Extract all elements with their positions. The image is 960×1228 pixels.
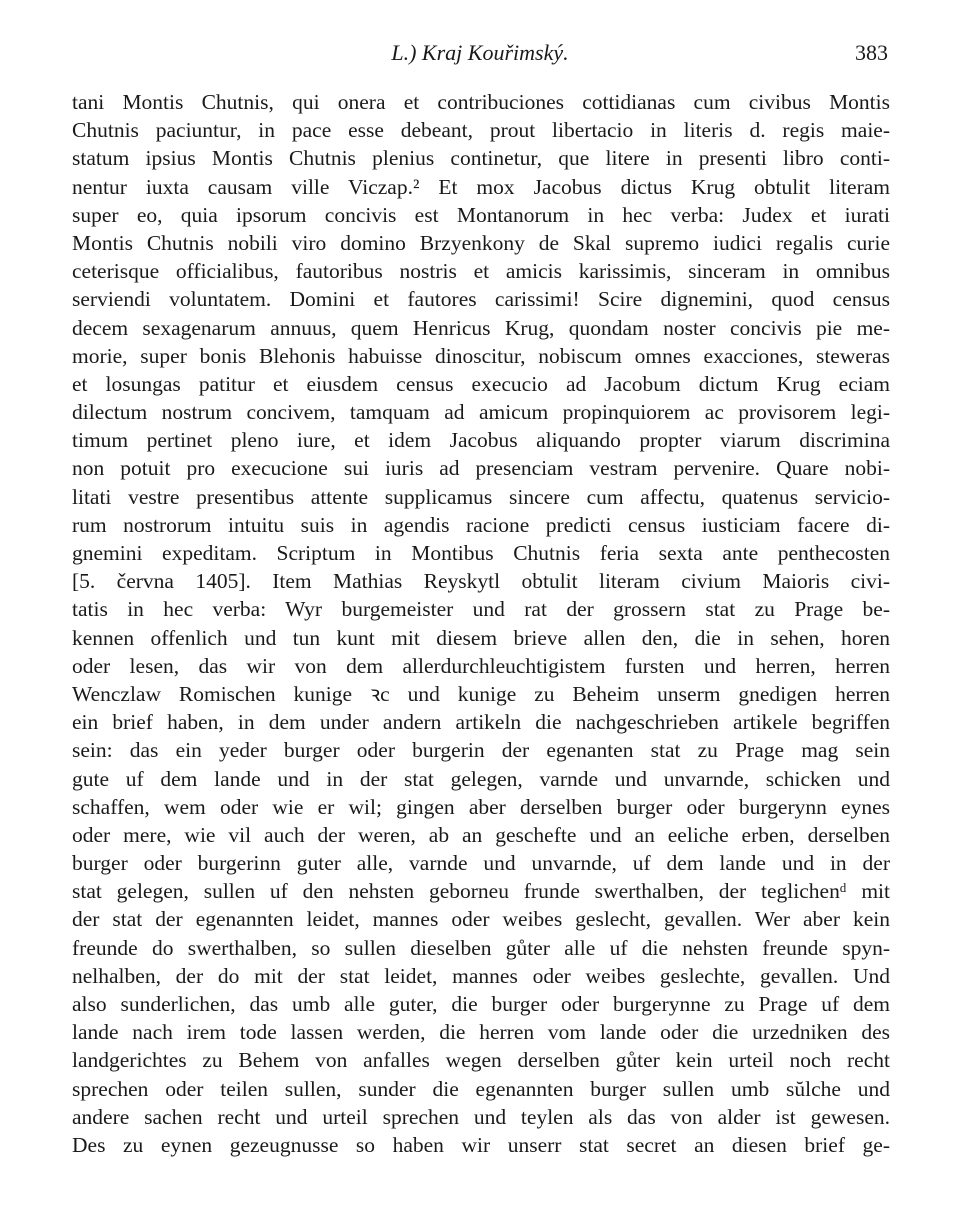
text-line: tani Montis Chutnis, qui onera et contribuciones cottidianas cum civibus Montis bbox=[72, 90, 890, 114]
text-line: nelhalben, der do mit der stat leidet, mannes oder weibes geslechte, gevallen. Und bbox=[72, 963, 890, 988]
text-line: lande nach irem tode lassen werden, die herren vom lande oder die urzedniken des bbox=[72, 1020, 890, 1045]
text-line: et losungas patitur et eiusdem census execucio ad Jacobum dictum Krug eciam bbox=[72, 371, 890, 396]
text-line: andere sachen recht und urteil sprechen und teylen als das von alder ist gewesen. bbox=[72, 1104, 890, 1129]
text-line: gnemini expeditam. Scriptum in Montibus Chutnis feria sexta ante penthecosten bbox=[72, 541, 890, 565]
text-line: Wenczlaw Romischen kunige ꝛc und kunige zu Beheim unserm gnedigen herren bbox=[72, 681, 890, 706]
text-line: dilectum nostrum concivem, tamquam ad amicum propinquiorem ac provisorem legi- bbox=[72, 400, 890, 425]
text-line: Chutnis paciuntur, in pace esse debeant, prout libertacio in literis d. regis maie- bbox=[72, 118, 890, 143]
text-line: gute uf dem lande und in der stat gelegen, varnde und unvarnde, schicken und bbox=[72, 766, 890, 791]
text-line: serviendi voluntatem. Domini et fautores carissimi! Scire dignemini, quod census bbox=[72, 287, 890, 312]
text-line: Des zu eynen gezeugnusse so haben wir unserr stat secret an diesen brief ge- bbox=[72, 1132, 890, 1157]
text-line: stat gelegen, sullen uf den nehsten geborneu frunde swerthalben, der teglichenᵈ mit bbox=[72, 879, 890, 904]
text-line: burger oder burgerinn guter alle, varnde und unvarnde, uf dem lande und in der bbox=[72, 851, 890, 876]
text-line: ein brief haben, in dem under andern artikeln die nachgeschrieben artikele begriffen bbox=[72, 710, 890, 735]
text-line: freunde do swerthalben, so sullen dieselben gůter alle uf die nehsten freunde spyn- bbox=[72, 935, 890, 960]
page-number: 383 bbox=[855, 40, 888, 65]
text-line: sprechen oder teilen sullen, sunder die egenannten burger sullen umb sŭlche und bbox=[72, 1076, 890, 1101]
text-line: decem sexagenarum annuus, quem Henricus Krug, quondam noster concivis pie me- bbox=[72, 315, 890, 340]
text-line: statum ipsius Montis Chutnis plenius continetur, que litere in presenti libro conti- bbox=[72, 146, 890, 171]
text-line: timum pertinet pleno iure, et idem Jacobus aliquando propter viarum discrimina bbox=[72, 428, 890, 453]
text-line: ceterisque officialibus, fautoribus nostris et amicis karissimis, sinceram in omnibus bbox=[72, 259, 890, 284]
text-line: nentur iuxta causam ville Viczap.² Et mox Jacobus dictus Krug obtulit literam bbox=[72, 174, 890, 199]
text-line: oder lesen, das wir von dem allerdurchleuchtigistem fursten und herren, herren bbox=[72, 653, 890, 678]
running-head: L.) Kraj Kouřimský. bbox=[391, 40, 569, 65]
body-text bbox=[72, 88, 890, 1159]
text-line: also sunderlichen, das umb alle guter, die burger oder burgerynne zu Prage uf dem bbox=[72, 992, 890, 1016]
page-header bbox=[0, 40, 960, 72]
text-line: litati vestre presentibus attente supplicamus sincere cum affectu, quatenus servicio- bbox=[72, 484, 890, 509]
text-line: sein: das ein yeder burger oder burgerin der egenanten stat zu Prage mag sein bbox=[72, 738, 890, 763]
text-line: rum nostrorum intuitu suis in agendis racione predicti census iusticiam facere di- bbox=[72, 512, 890, 537]
text-line: super eo, quia ipsorum concivis est Montanorum in hec verba: Judex et iurati bbox=[72, 202, 890, 227]
text-line: Montis Chutnis nobili viro domino Brzyenkony de Skal supremo iudici regalis curie bbox=[72, 230, 890, 255]
text-line: schaffen, wem oder wie er wil; gingen aber derselben burger oder burgerynn eynes bbox=[72, 794, 890, 819]
text-line: [5. června 1405]. Item Mathias Reyskytl obtulit literam civium Maioris civi- bbox=[72, 569, 890, 594]
text-line: der stat der egenannten leidet, mannes oder weibes geslecht, gevallen. Wer aber kein bbox=[72, 907, 890, 932]
text-line: non potuit pro execucione sui iuris ad presenciam vestram pervenire. Quare nobi- bbox=[72, 456, 890, 481]
text-line: tatis in hec verba: Wyr burgemeister und rat der grossern stat zu Prage be- bbox=[72, 597, 890, 622]
text-line: kennen offenlich und tun kunt mit diesem brieve allen den, die in sehen, horen bbox=[72, 625, 890, 650]
text-line: oder mere, wie vil auch der weren, ab an geschefte und an eeliche erben, derselben bbox=[72, 822, 890, 847]
text-line: landgerichtes zu Behem von anfalles wegen derselben gůter kein urteil noch recht bbox=[72, 1048, 890, 1073]
text-line: morie, super bonis Blehonis habuisse dinoscitur, nobiscum omnes exacciones, steweras bbox=[72, 343, 890, 368]
